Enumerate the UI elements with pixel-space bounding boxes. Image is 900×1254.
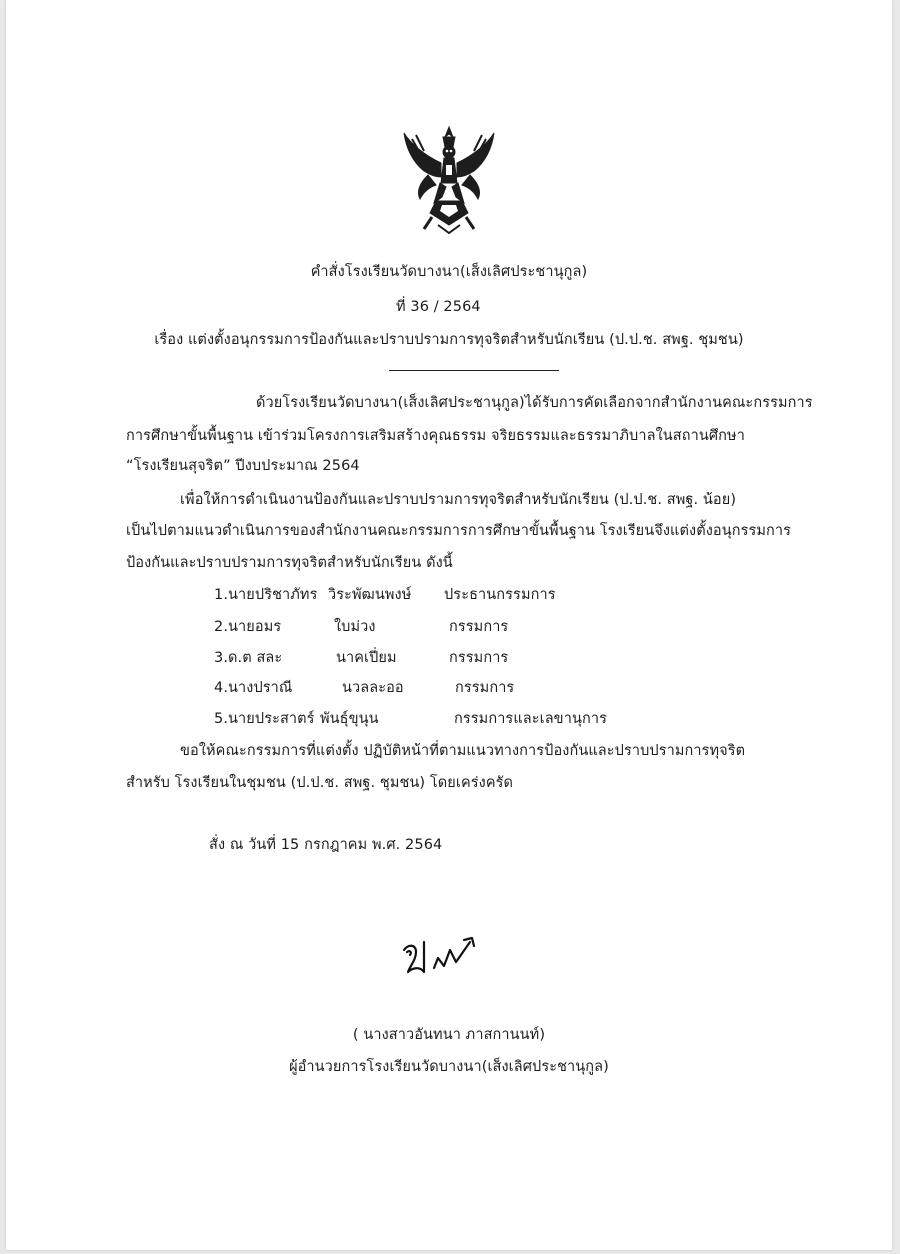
- committee-surname: นวลละออ: [342, 680, 404, 696]
- order-title: คำสั่งโรงเรียนวัดบางนา(เส็งเลิศประชานุกูล): [310, 264, 588, 280]
- committee-name: 1.นายปริชาภัทร: [214, 587, 318, 603]
- committee-name: 5.นายประสาตร์: [214, 711, 315, 727]
- para3-line: สำหรับ โรงเรียนในชุมชน (ป.ป.ช. สพฐ. ชุมชน) โดยเคร่งครัด: [126, 775, 514, 791]
- para1-line: ด้วยโรงเรียนวัดบางนา(เส็งเลิศประชานุกูล)ได้รับการคัดเลือกจากสำนักงานคณะกรรมการ: [256, 395, 813, 411]
- para2-line: ป้องกันและปราบปรามการทุจริตสำหรับนักเรียน ดังนี้: [126, 555, 453, 571]
- committee-name: 2.นายอมร: [214, 619, 282, 635]
- para2-line: เป็นไปตามแนวดำเนินการของสำนักงานคณะกรรมการการศึกษาขั้นพื้นฐาน โรงเรียนจึงแต่งตั้งอนุกรรมการ: [126, 523, 792, 539]
- committee-role: ประธานกรรมการ: [444, 587, 556, 603]
- order-number: ที่ 36 / 2564: [396, 299, 481, 315]
- signatory-position: ผู้อำนวยการโรงเรียนวัดบางนา(เส็งเลิศประชานุกูล): [289, 1059, 609, 1075]
- header-divider: [389, 370, 559, 371]
- committee-role: กรรมการ: [449, 650, 509, 666]
- committee-surname: นาคเปี่ยม: [336, 650, 397, 666]
- para2-line: เพื่อให้การดำเนินงานป้องกันและปราบปรามการทุจริตสำหรับนักเรียน (ป.ป.ช. สพฐ. น้อย): [180, 492, 737, 508]
- order-subject: เรื่อง แต่งตั้งอนุกรรมการป้องกันและปราบปรามการทุจริตสำหรับนักเรียน (ป.ป.ช. สพฐ. ชุมชน): [154, 332, 744, 348]
- committee-role: กรรมการและเลขานุการ: [454, 711, 607, 727]
- committee-surname: วิระพัฒนพงษ์: [328, 587, 412, 603]
- signature-image: [398, 928, 493, 983]
- committee-surname: ใบม่วง: [334, 619, 376, 635]
- document-page: [6, 0, 892, 1250]
- committee-role: กรรมการ: [449, 619, 509, 635]
- signatory-name: ( นางสาวอันทนา ภาสกานนท์): [352, 1027, 546, 1043]
- committee-name: 4.นางปราณี: [214, 680, 293, 696]
- para3-line: ขอให้คณะกรรมการที่แต่งตั้ง ปฏิบัติหน้าที่ตามแนวทางการป้องกันและปราบปรามการทุจริต: [180, 743, 746, 759]
- para1-line: “โรงเรียนสุจริต” ปีงบประมาณ 2564: [126, 458, 360, 474]
- issued-date: สั่ง ณ วันที่ 15 กรกฎาคม พ.ศ. 2564: [209, 837, 443, 853]
- committee-role: กรรมการ: [455, 680, 515, 696]
- committee-surname: พันธุ์ขุนุน: [320, 711, 379, 727]
- garuda-emblem-icon: [394, 125, 504, 235]
- committee-name: 3.ด.ต สละ: [214, 650, 283, 666]
- para1-line: การศึกษาขั้นพื้นฐาน เข้าร่วมโครงการเสริมสร้างคุณธรรม จริยธรรมและธรรมาภิบาลในสถานศึกษา: [126, 428, 745, 444]
